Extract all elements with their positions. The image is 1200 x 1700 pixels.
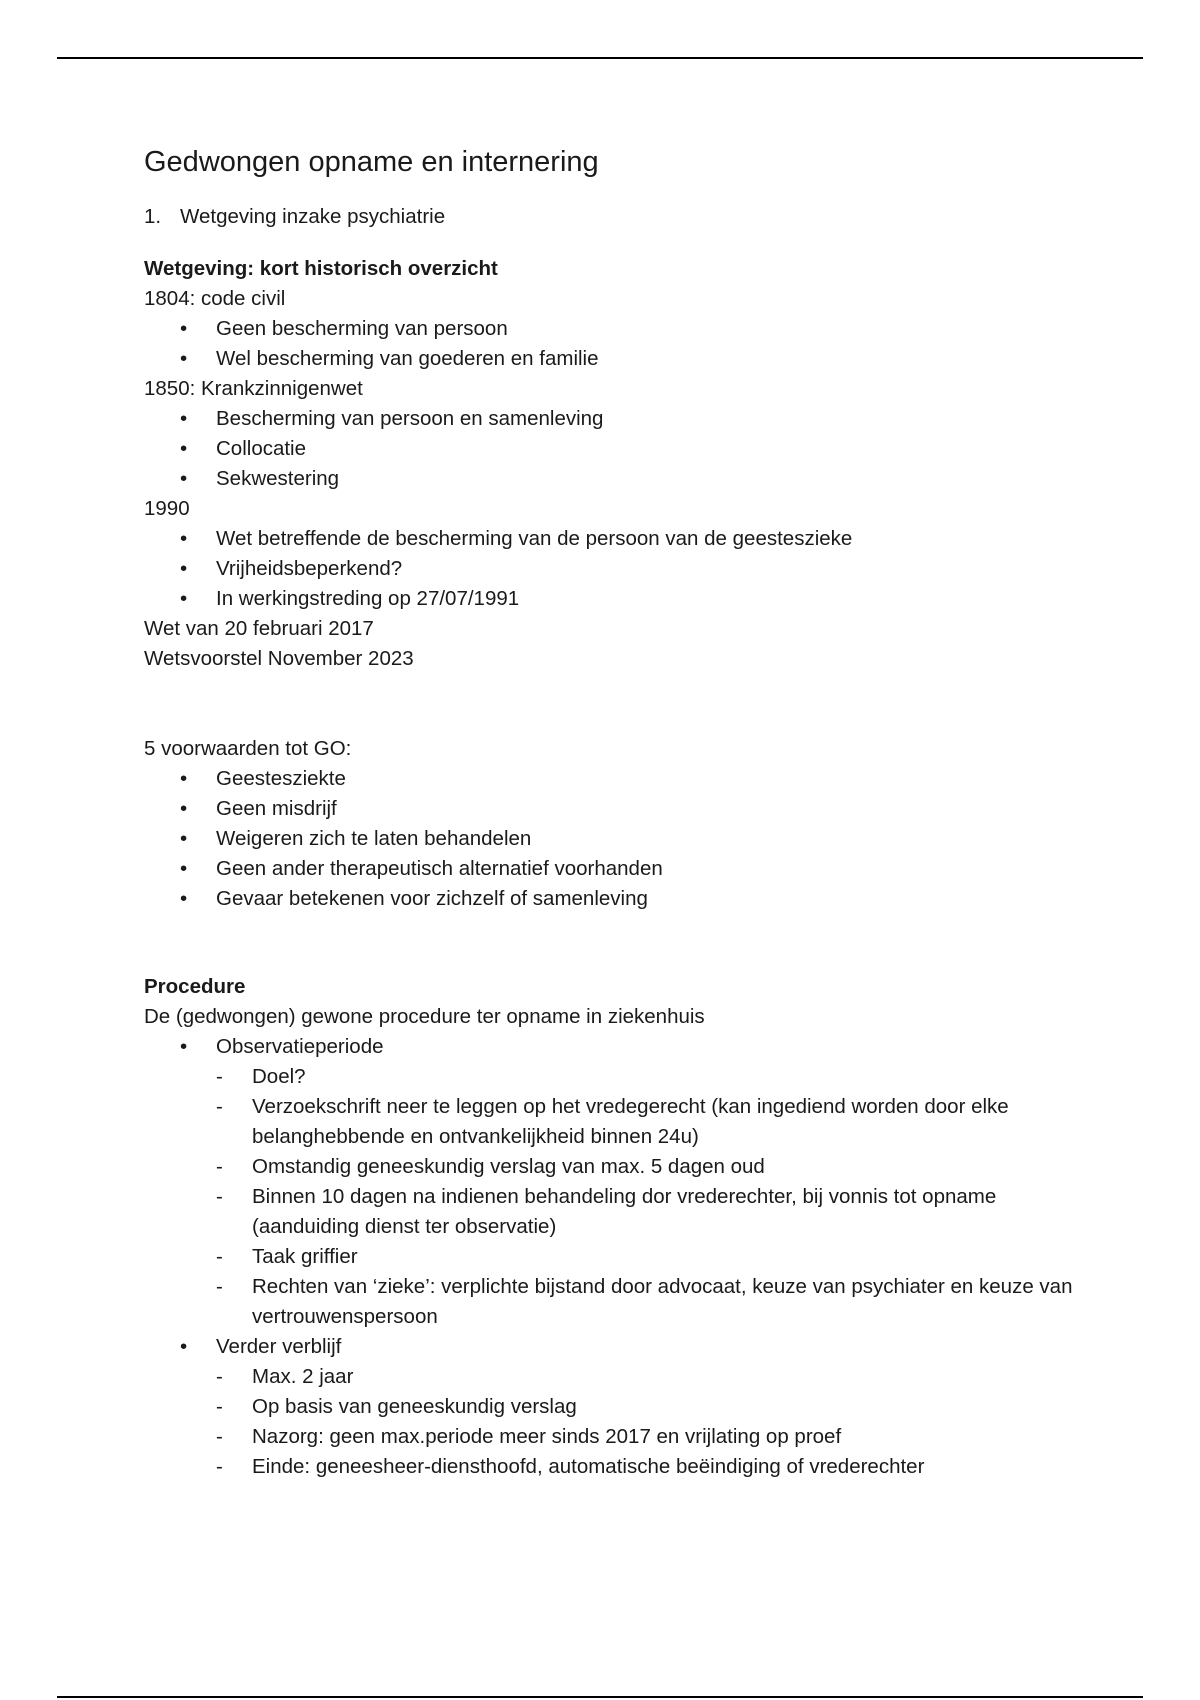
bullet-icon: •: [180, 467, 188, 490]
list-item: • Collocatie: [144, 434, 1074, 464]
list-item: - Verzoekschrift neer te leggen op het vredegerecht (kan ingediend worden door elke belanghebbende en ontvankelijkheid binnen 24u): [216, 1092, 1074, 1152]
conditions-heading: 5 voorwaarden tot GO:: [144, 737, 352, 760]
list-item: • Geen misdrijf: [144, 794, 1074, 824]
procedure-phase: [144, 1032, 1074, 1332]
footer-rule: [57, 1696, 1143, 1698]
section-number: 1.: [144, 205, 162, 228]
dash-icon: -: [216, 1095, 223, 1118]
bullet-icon: •: [180, 587, 188, 610]
phase-label: Observatieperiode: [216, 1035, 384, 1058]
bullet-icon: •: [180, 557, 188, 580]
conditions-list: [144, 764, 1074, 914]
procedure-phase-list: [144, 1032, 1074, 1482]
list-item: • Bescherming van persoon en samenleving: [144, 404, 1074, 434]
bullet-icon: •: [180, 347, 188, 370]
list-item: - Binnen 10 dagen na indienen behandeling dor vrederechter, bij vonnis tot opname (aanduiding dienst ter observatie): [216, 1182, 1074, 1242]
bullet-icon: •: [180, 857, 188, 880]
header-rule: [57, 57, 1143, 59]
document-page: [144, 142, 1074, 1482]
history-entry-label: 1850: Krankzinnigenwet: [144, 377, 363, 400]
history-entry-label: 1804: code civil: [144, 287, 286, 310]
dash-icon: -: [216, 1185, 223, 1208]
list-item: • Sekwestering: [144, 464, 1074, 494]
procedure-heading: Procedure: [144, 975, 246, 998]
dash-icon: -: [216, 1155, 223, 1178]
list-item: • Geen bescherming van persoon: [144, 314, 1074, 344]
phase-items: [216, 1062, 1074, 1332]
bullet-icon: •: [180, 827, 188, 850]
procedure-intro: De (gedwongen) gewone procedure ter opname in ziekenhuis: [144, 1005, 705, 1028]
list-item: - Nazorg: geen max.periode meer sinds 2017 en vrijlating op proef: [216, 1422, 1074, 1452]
list-item: - Op basis van geneeskundig verslag: [216, 1392, 1074, 1422]
history-entry-list: [144, 404, 1074, 494]
history-extra-line: Wetsvoorstel November 2023: [144, 647, 414, 670]
history-entry-label: 1990: [144, 497, 190, 520]
list-item: • Geen ander therapeutisch alternatief voorhanden: [144, 854, 1074, 884]
dash-icon: -: [216, 1425, 223, 1448]
dash-icon: -: [216, 1275, 223, 1298]
dash-icon: -: [216, 1065, 223, 1088]
list-item: - Einde: geneesheer-diensthoofd, automatische beëindiging of vrederechter: [216, 1452, 1074, 1482]
list-item: - Max. 2 jaar: [216, 1362, 1074, 1392]
phase-label: Verder verblijf: [216, 1335, 342, 1358]
list-item: • Gevaar betekenen voor zichzelf of samenleving: [144, 884, 1074, 914]
list-item: • In werkingstreding op 27/07/1991: [144, 584, 1074, 614]
dash-icon: -: [216, 1245, 223, 1268]
bullet-icon: •: [180, 887, 188, 910]
list-item: - Rechten van ‘zieke’: verplichte bijstand door advocaat, keuze van psychiater en keuze van vertrouwenspersoon: [216, 1272, 1074, 1332]
bullet-icon: •: [180, 317, 188, 340]
list-item: - Omstandig geneeskundig verslag van max. 5 dagen oud: [216, 1152, 1074, 1182]
procedure-phase: [144, 1332, 1074, 1482]
bullet-icon: •: [180, 1335, 188, 1358]
section-1-heading: [144, 202, 1074, 232]
history-extra-line: Wet van 20 februari 2017: [144, 617, 374, 640]
bullet-icon: •: [180, 437, 188, 460]
bullet-icon: •: [180, 797, 188, 820]
list-item: • Wet betreffende de bescherming van de persoon van de geesteszieke: [144, 524, 1074, 554]
list-item: • Vrijheidsbeperkend?: [144, 554, 1074, 584]
bullet-icon: •: [180, 1035, 188, 1058]
document-title: Gedwongen opname en internering: [144, 146, 599, 178]
phase-items: [216, 1362, 1074, 1482]
list-item: • Weigeren zich te laten behandelen: [144, 824, 1074, 854]
bullet-icon: •: [180, 767, 188, 790]
spacer: [144, 914, 1074, 972]
history-entry-list: [144, 524, 1074, 614]
spacer: [144, 674, 1074, 734]
dash-icon: -: [216, 1455, 223, 1478]
bullet-icon: •: [180, 407, 188, 430]
list-item: - Taak griffier: [216, 1242, 1074, 1272]
section-label: Wetgeving inzake psychiatrie: [180, 205, 446, 228]
list-item: • Geestesziekte: [144, 764, 1074, 794]
list-item: - Doel?: [216, 1062, 1074, 1092]
dash-icon: -: [216, 1395, 223, 1418]
dash-icon: -: [216, 1365, 223, 1388]
bullet-icon: •: [180, 527, 188, 550]
list-item: • Wel bescherming van goederen en familie: [144, 344, 1074, 374]
history-entry-list: [144, 314, 1074, 374]
history-heading: Wetgeving: kort historisch overzicht: [144, 257, 498, 280]
